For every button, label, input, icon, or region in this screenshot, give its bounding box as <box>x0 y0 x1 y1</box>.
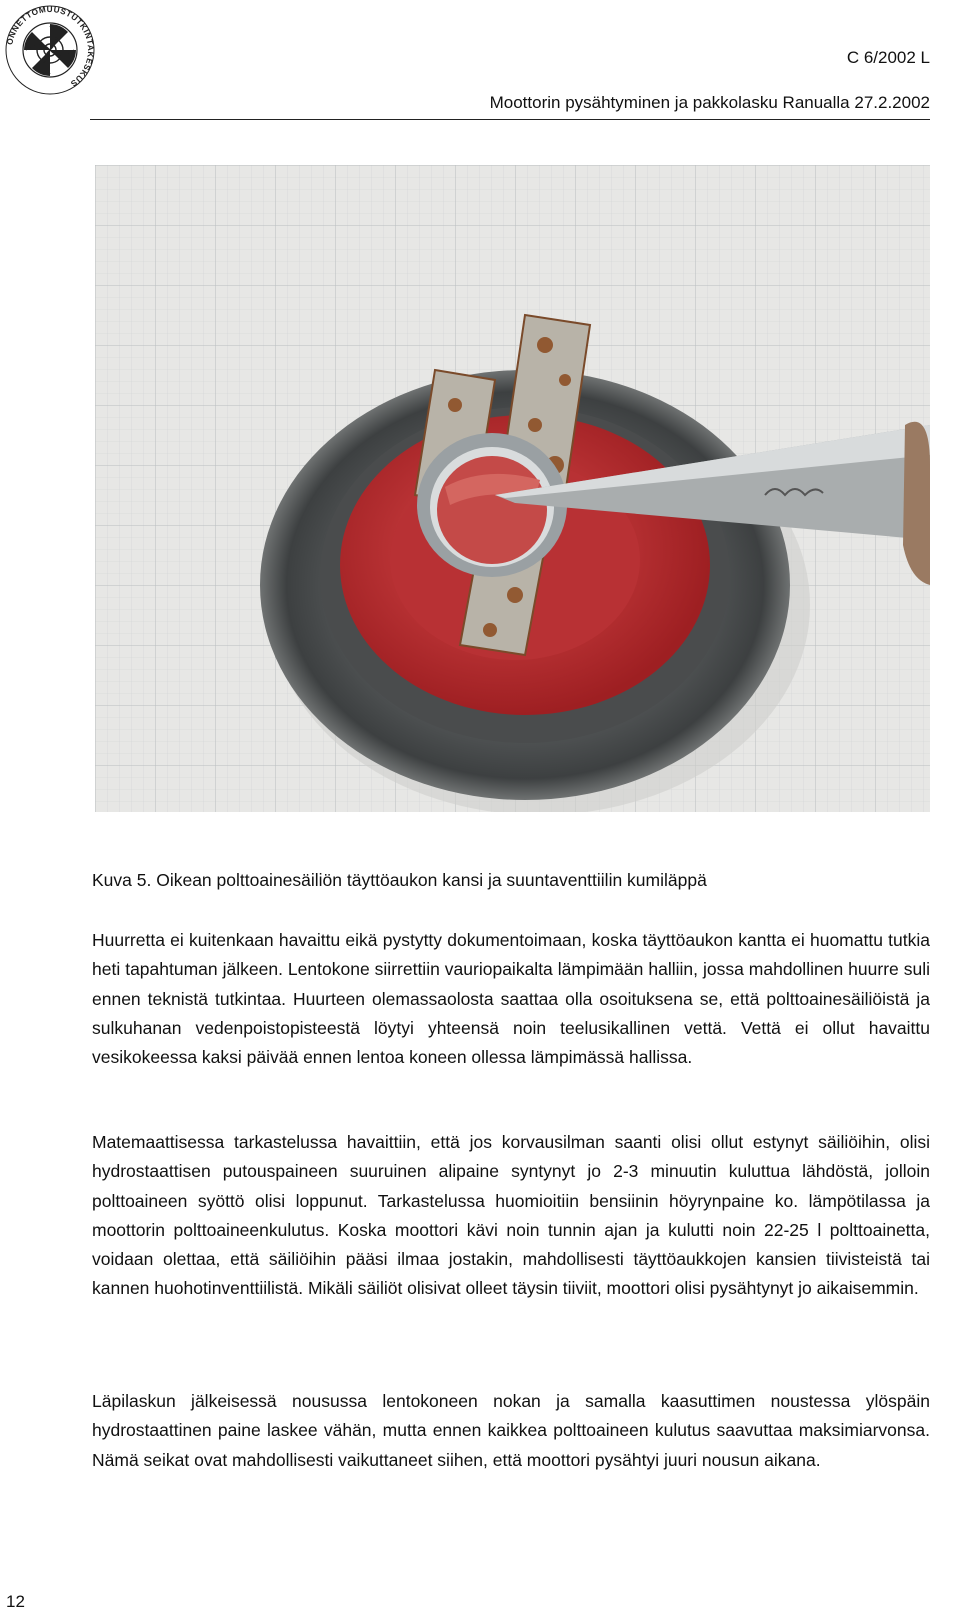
paragraph-mathematical-analysis <box>92 1128 930 1304</box>
paragraph-text: Läpilaskun jälkeisessä nousussa lentokoneen nokan ja samalla kaasuttimen noustessa ylöspäin hydrostaattinen paine laskee vähän, mutta ennen kaikkea polttoaineen kulutus saavuttaa maksimiarvonsa. Nämä seikat ovat mahdollisesti vaikuttaneet siihen, että moottori pysähtyi juuri nousun aikana. <box>92 1391 930 1470</box>
paragraph-text: Matemaattisessa tarkastelussa havaittiin, että jos korvausilman saanti olisi ollut estynyt säiliöihin, olisi hydrostaattisen putouspaineen suuruinen alipaine syntynyt jo 2-3 minuutin kuluttua lähdöstä, jolloin polttoaineen syöttö olisi loppunut. Tarkastelussa huomioitiin bensiinin höyrynpaine ko. lämpötilassa ja moottorin polttoaineenkulutus. Koska moottori kävi noin tunnin ajan ja kulutti noin 22-25 l polttoainetta, voidaan olettaa, että säiliöihin pääsi ilmaa jostakin, mahdollisesti täyttöaukkojen kansien tiivisteistä tai kannen huohotinventtiilistä. Mikäli säiliöt olisivat olleet täysin tiiviit, moottori olisi pysähtynyt jo aikaisemmin. <box>92 1132 930 1299</box>
page-number: 12 <box>6 1592 25 1611</box>
document-title: Moottorin pysähtyminen ja pakkolasku Ranualla 27.2.2002 <box>489 93 930 112</box>
figure-caption: Kuva 5. Oikean polttoainesäiliön täyttöaukon kansi ja suuntaventtiilin kumiläppä <box>92 870 707 890</box>
document-code: C 6/2002 L <box>846 48 930 67</box>
fuel-tank-filler-cap-photo <box>95 165 930 812</box>
seal-text: ONNETTOMUUSTUTKINTAKESKUS <box>5 4 96 89</box>
onnettomuustutkintakeskus-seal-icon <box>4 4 96 96</box>
paragraph-text: Huurretta ei kuitenkaan havaittu eikä pystytty dokumentoimaan, koska täyttöaukon kantta ei huomattu tutkia heti tapahtuman jälkeen. Lentokone siirrettiin vauriopaikalta lämpimään halliin, jossa mahdollinen huurre suli ennen teknistä tutkintaa. Huurteen olemassaolosta saattaa olla osoituksena se, että polttoainesäiliöistä ja sulkuhanan vedenpoistopisteestä löytyi yhteensä noin teelusikallinen vettä. Vettä ei ollut havaittu vesikokeessa kaksi päivää ennen lentoa koneen ollessa lämpimässä hallissa. <box>92 930 930 1068</box>
paragraph-frost <box>92 926 930 1072</box>
paragraph-climb-after-touch-and-go <box>92 1387 930 1475</box>
header-divider <box>90 119 930 120</box>
